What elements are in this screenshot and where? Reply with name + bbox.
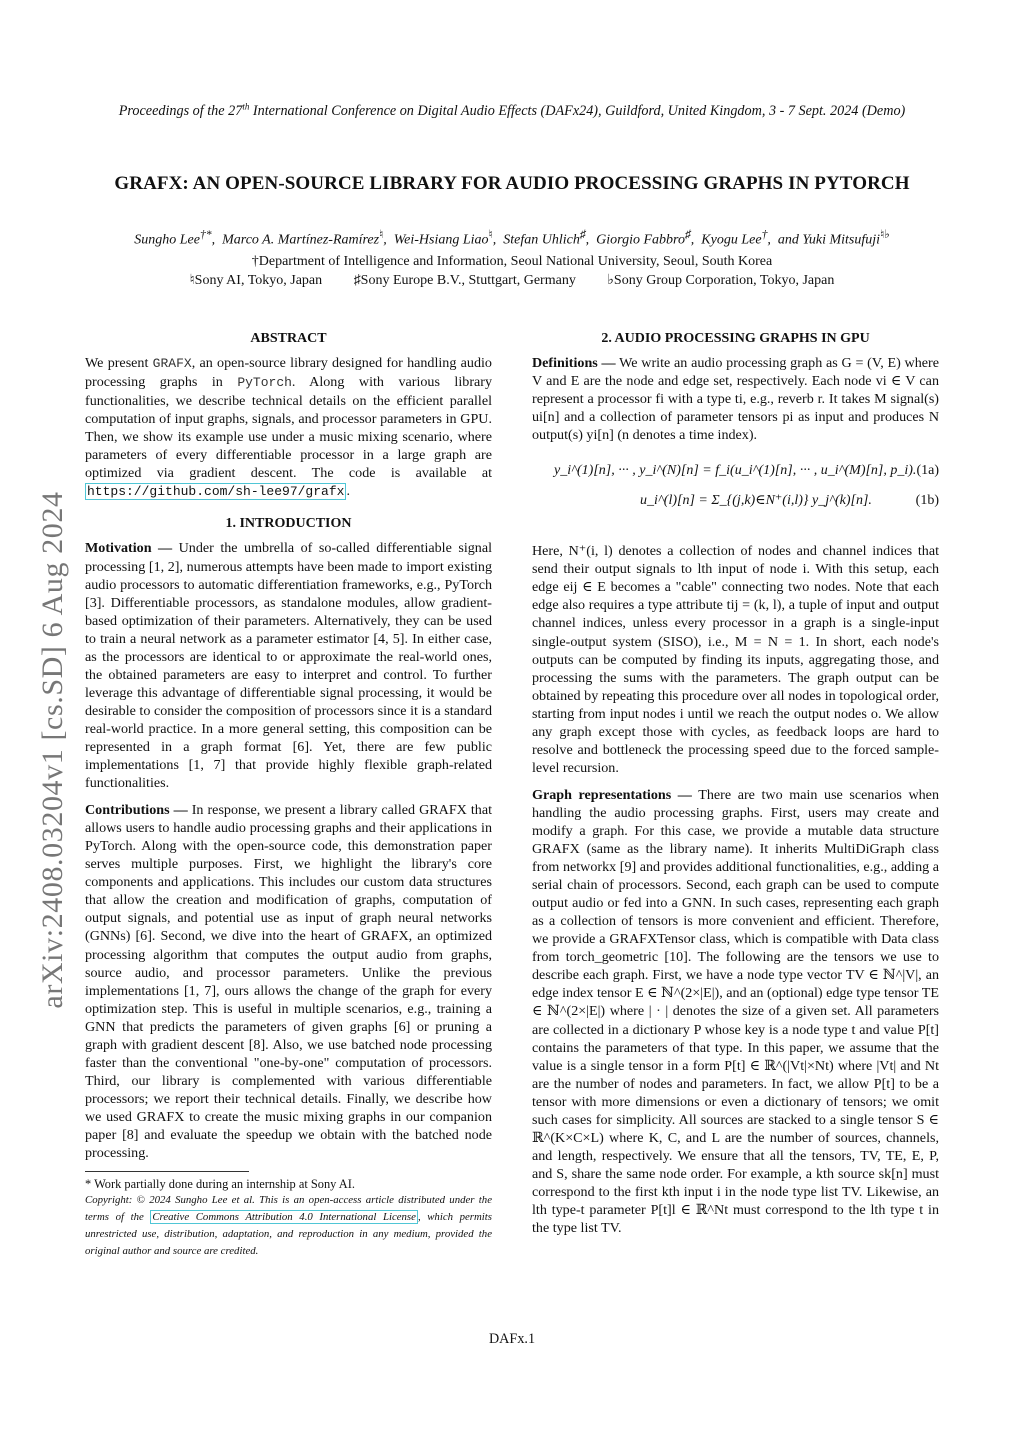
graph-representations-paragraph — [532, 786, 939, 1237]
github-link[interactable]: https://github.com/sh-lee97/grafx — [87, 484, 345, 500]
affiliation-sony-group: ♭Sony Group Corporation, Tokyo, Japan — [607, 273, 835, 288]
copyright-notice — [85, 1192, 492, 1260]
paper-title: GRAFX: AN OPEN-SOURCE LIBRARY FOR AUDIO PROCESSING GRAPHS IN PYTORCH — [114, 173, 910, 194]
affiliation-sony — [0, 272, 1024, 289]
contributions-paragraph — [85, 801, 492, 1162]
motivation-label: Motivation — — [85, 540, 173, 557]
motivation-paragraph — [85, 539, 492, 792]
definitions-paragraph — [532, 354, 939, 444]
intro-heading: 1. INTRODUCTION — [225, 516, 352, 532]
author-list: Sungho Lee†*, Marco A. Martínez-Ramírez♮, Wei-Hsiang Liao♮, Stefan Uhlich♯, Giorgio Fabbro♯, Kyogu Lee†, and Yuki Mitsufuji♮♭ — [134, 228, 890, 248]
abstract-heading: ABSTRACT — [250, 331, 327, 346]
equation-1a-number: (1a) — [916, 463, 939, 479]
equation-1b: u_i^(l)[n] = Σ_{(j,k)∈N⁺(i,l)} y_j^(k)[n]. — [640, 493, 872, 509]
copyright-text: , which permits unrestricted use, distribution, adaptation, and reproduction in any medium, provided the original author and source are credited. — [85, 1211, 492, 1258]
copyright-text: Copyright: © 2024 Sungho Lee et al. This is an open-access article distributed under the terms of the — [85, 1194, 492, 1224]
definitions-text: We write an audio processing graph as G = (V, E) where V and E are the node and edge set, respectively. Each node vi ∈ V can represent a processor fi with a type ti, e.g., reverb r. It takes M signal(s) ui[n] and a collection of parameter tensors pi as input and produces N output(s) yi[n] (n denotes a time index). — [532, 355, 939, 444]
graph-representations-text: There are two main use scenarios when handling the audio processing graphs. First, users may create and modify a graph. For this case, we provide a mutable data structure GRAFX (same as the library name). It inherits MultiDiGraph class from networkx [9] and provides additional functionalities, e.g., adding a serial chain of processors. Second, each graph can be used to compute output audio or fed into a GNN. In such cases, representing each graph as a collection of tensors is more convenient and efficient. Therefore, we provide a GRAFXTensor class, which is compatible with Data class from torch_geometric [10]. The following are the tensors we use to describe each graph. First, we have a node type vector TV ∈ ℕ^|V|, an edge index tensor E ∈ ℕ^(2×|E|), and an (optional) edge type tensor TE ∈ ℕ^(2×|E|) where | · | denotes the size of a given set. All parameters are collected in a dictionary P whose key is a node type t and value P[t] contains the parameters of that type. In this paper, we assume that the value is a single tensor in a form P[t] ∈ ℝ^(|Vt|×Nt) where |Vt| and Nt are the number of nodes and parameters. In fact, we allow P[t] to be a tensor with more dimensions or even a dictionary of tensors; we omit such cases for simplicity. All sources are stacked to a single tensor S ∈ ℝ^(K×C×L) where K, C, and L are the number of sources, channels, and length, respectively. We ensure that all the tensors, TV, TE, E, P, and S, share the same node order. For example, a kth source sk[n] must correspond to the first kth input i in the node type list TV. Likewise, an lth type-t parameter P[t]l ∈ ℝ^Nt must correspond to the lth type t in the type list TV. — [532, 786, 939, 1237]
abstract-part: . — [346, 483, 350, 500]
abstract-part: We present — [85, 355, 153, 372]
license-link[interactable]: Creative Commons Attribution 4.0 International License — [152, 1211, 416, 1224]
definitions-label: Definitions — — [532, 355, 616, 372]
affiliation-snu: †Department of Intelligence and Information, Seoul National University, Seoul, South Korea — [251, 254, 773, 269]
running-head-text: Proceedings of the 27th International Conference on Digital Audio Effects (DAFx24), Guildford, United Kingdom, 3 - 7 Sept. 2024 (Demo) — [118, 101, 906, 119]
motivation-text: Under the umbrella of so-called differentiable signal processing [1, 2], numerous attempts have been made to import existing audio processors to automatic differentiation frameworks, e.g., PyTorch [3]. Differentiable processors, as standalone modules, allow gradient-based optimization of their parameters. Alternatively, they can be used to train a neural network as a parameter estimator [4, 5]. In either case, as the processors are identical to or approximate the real-world ones, the obtained parameters are easy to interpret and control. To further leverage this advantage of differentiable signal processing, it would be desirable to consider the composition of processors since it is a standard real-world practice. In a more general setting, this composition can be represented in a graph format [6]. Yet, there are few public implementations [1, 7] that provide highly flexible graph-related functionalities. — [85, 540, 493, 792]
contributions-text: In response, we present a library called GRAFX that allows users to handle audio processing graphs and their applications in PyTorch. Along with the open-source code, this demonstration paper serves multiple purposes. First, we highlight the library's core components and applications. This includes our custom data structures that allow the creation and modification of graphs, computation of output signals, and potential use as input of graph neural networks (GNNs) [6]. Second, we dive into the heart of GRAFX, an optimized processing algorithm that computes the output audio from graphs, source audio, and processor parameters. Unlike the previous implementations [1, 7], ours allows the change of the graph for every optimization step. This is useful in multiple scenarios, e.g., training a GNN that predicts the parameters of given graphs [6] or pruning a graph with gradient descent [8]. Also, we use batched node processing faster than the conventional "one-by-one" computation of processors. Third, our library is complemented with various differentiable processors; we report their technical details. Finally, we describe how we used GRAFX to create the music mixing graphs in our companion paper [8] and evaluate the speedup we obtain with the batched node processing. — [85, 802, 492, 1162]
arxiv-id: arXiv:2408.03204v1 [cs.SD] 6 Aug 2024 — [36, 491, 69, 1009]
affiliation-sony-europe: ♯Sony Europe B.V., Stuttgart, Germany — [353, 273, 576, 288]
equation-1b-number: (1b) — [915, 493, 939, 509]
footnote-rule — [85, 1171, 249, 1172]
left-column — [85, 330, 492, 1260]
page-footer: DAFx.1 — [488, 1331, 536, 1347]
contributions-label: Contributions — — [85, 802, 188, 819]
graph-representations-label: Graph representations — — [532, 786, 692, 803]
abstract-part: . Along with various library functionalities, we describe technical details on the efficient parallel computation of input graphs, signals, and processor parameters in GPU. Then, we show its example use under a music mixing scenario, where parameters of every differentiable processor in a large graph are optimized via gradient descent. The code is available at — [85, 374, 493, 482]
right-column — [532, 330, 939, 1246]
here-paragraph: Here, N⁺(i, l) denotes a collection of nodes and channel indices that send their output signals to lth input of node i. With this setup, each edge eij ∈ E becomes a "cable" connecting two nodes. Note that each edge also requires a type attribute tij = (k, l), a tuple of input and output channel indices, unless every processor in a graph is a single-input single-output system (SISO), i.e., M = N = 1. In short, each node's outputs can be computed by finding its inputs, aggregating those, and processing the sums with the parameters. The graph output can be obtained by repeating this procedure over all nodes in topological order, starting from input nodes i until we reach the output nodes o. We allow any graph except those with cycles, as feedback loops are hard to resolve and bottleneck the processing speed due to the forced sample-level recursion. — [532, 543, 939, 776]
affiliation-sony-ai: ♮Sony AI, Tokyo, Japan — [189, 273, 323, 288]
equation-1a: y_i^(1)[n], ··· , y_i^(N)[n] = f_i(u_i^(1)[n], ··· , u_i^(M)[n], p_i). — [554, 463, 917, 479]
abstract-text — [85, 354, 492, 501]
code-grafx: GRAFX — [152, 356, 192, 372]
abstract-part: , an open-source library designed for handling audio processing graphs in — [85, 355, 492, 391]
section2-heading: 2. AUDIO PROCESSING GRAPHS IN GPU — [601, 331, 870, 346]
equation-block — [532, 454, 939, 530]
running-head — [0, 101, 1024, 120]
footnote-internship: * Work partially done during an internship at Sony AI. — [85, 1177, 355, 1192]
code-pytorch: PyTorch — [237, 375, 292, 391]
